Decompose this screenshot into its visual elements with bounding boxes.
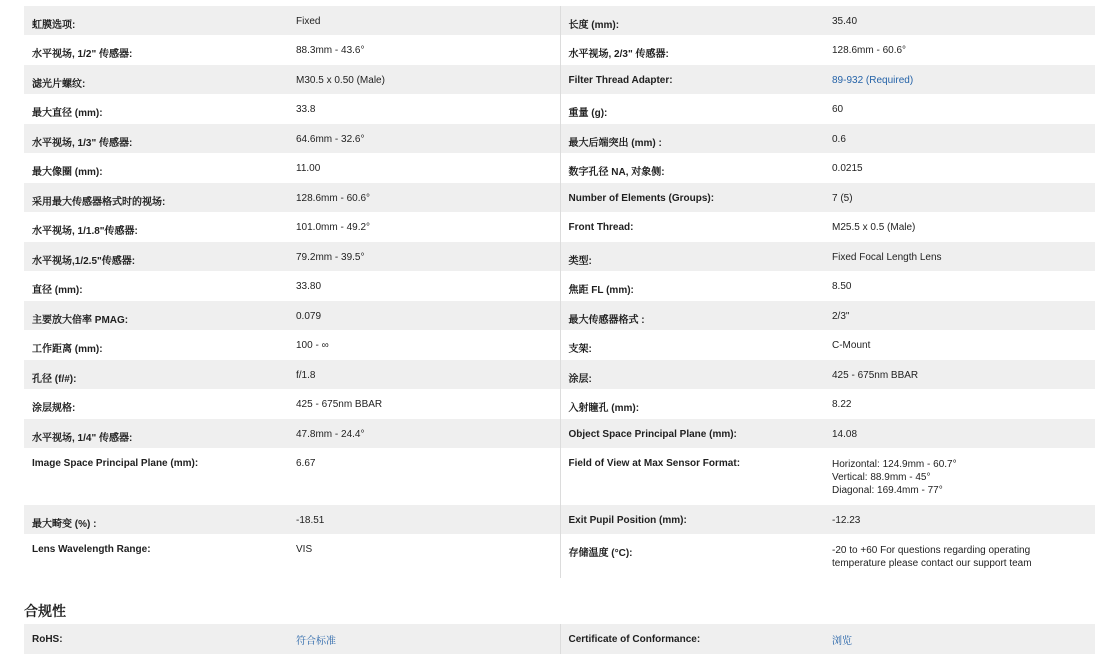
spec-value: f/1.8 <box>290 360 560 389</box>
spec-value-line: Horizontal: 124.9mm - 60.7° <box>832 459 957 470</box>
rohs-compliant-link[interactable]: 符合标准 <box>296 635 336 647</box>
spec-value: 8.22 <box>832 399 852 410</box>
spec-value: Fixed Focal Length Lens <box>826 242 1095 271</box>
spec-value: 35.40 <box>826 6 1095 35</box>
spec-value: 100 - ∞ <box>296 340 329 351</box>
spec-label: 水平视场, 1/1.8"传感器: <box>32 226 138 237</box>
table-row <box>24 153 1095 183</box>
spec-value: 88.3mm - 43.6° <box>296 45 365 56</box>
spec-label: Front Thread: <box>560 212 826 242</box>
spec-value: 6.67 <box>296 458 316 469</box>
spec-value: M25.5 x 0.5 (Male) <box>832 222 916 233</box>
spec-value: 0.0215 <box>832 163 863 174</box>
spec-value: 2/3" <box>826 301 1095 330</box>
spec-label: Object Space Principal Plane (mm): <box>560 419 826 448</box>
spec-label: 长度 (mm): <box>560 6 826 35</box>
spec-label: 支架: <box>560 330 826 360</box>
spec-value: M30.5 x 0.50 (Male) <box>290 65 560 94</box>
spec-label: Filter Thread Adapter: <box>560 65 826 94</box>
spec-label: 直径 (mm): <box>32 285 83 296</box>
spec-value: 60 <box>832 104 844 115</box>
compliance-section-title: 合规性 <box>24 603 66 619</box>
spec-label: 存储温度 (°C): <box>560 534 826 578</box>
spec-value: 79.2mm - 39.5° <box>290 242 560 271</box>
table-row <box>24 212 1095 242</box>
spec-value-line: Vertical: 88.9mm - 45° <box>832 472 931 483</box>
table-row <box>24 271 1095 301</box>
table-row <box>24 505 1095 534</box>
spec-value: 7 (5) <box>826 183 1095 212</box>
spec-value: 101.0mm - 49.2° <box>296 222 371 233</box>
spec-label: 水平视场, 1/4" 传感器: <box>24 419 290 448</box>
table-row <box>24 330 1095 360</box>
spec-value <box>826 65 1095 94</box>
spec-value: 11.00 <box>296 163 321 174</box>
spec-label: 水平视场,1/2.5"传感器: <box>24 242 290 271</box>
spec-value: 0.6 <box>826 124 1095 153</box>
table-row <box>24 124 1095 153</box>
spec-label: 水平视场, 2/3" 传感器: <box>560 35 826 65</box>
table-row <box>24 301 1095 330</box>
certificate-view-link[interactable]: 浏览 <box>832 635 852 647</box>
spec-label: 重量 (g): <box>560 94 826 124</box>
spec-value: 128.6mm - 60.6° <box>832 45 907 56</box>
spec-value: 33.80 <box>296 281 322 292</box>
specifications-table <box>24 6 1095 578</box>
table-row <box>24 242 1095 271</box>
table-row <box>24 624 1095 654</box>
table-row <box>24 183 1095 212</box>
spec-label: 最大像圈 (mm): <box>32 167 103 178</box>
spec-value: 425 - 675nm BBAR <box>826 360 1095 389</box>
spec-value: -18.51 <box>290 505 560 534</box>
spec-value <box>826 448 1095 505</box>
spec-value: 47.8mm - 24.4° <box>290 419 560 448</box>
spec-label: Lens Wavelength Range: <box>32 544 151 555</box>
spec-value-line: -20 to +60 For questions regarding operating <box>832 545 1031 556</box>
spec-value: -12.23 <box>826 505 1095 534</box>
spec-label: 水平视场, 1/3" 传感器: <box>24 124 290 153</box>
spec-label: 孔径 (f/#): <box>24 360 290 389</box>
spec-value: VIS <box>296 544 313 555</box>
certificate-label: Certificate of Conformance: <box>560 624 826 654</box>
spec-label: 水平视场, 1/2" 传感器: <box>32 49 133 60</box>
spec-label: 主要放大倍率 PMAG: <box>24 301 290 330</box>
table-row <box>24 94 1095 124</box>
spec-value: 128.6mm - 60.6° <box>290 183 560 212</box>
spec-label: 采用最大传感器格式时的视场: <box>24 183 290 212</box>
spec-value: 425 - 675nm BBAR <box>296 399 383 410</box>
spec-label: 最大传感器格式 : <box>560 301 826 330</box>
filter-thread-adapter-link[interactable]: 89-932 (Required) <box>832 75 914 86</box>
table-row <box>24 534 1095 578</box>
spec-value: Fixed <box>290 6 560 35</box>
spec-label: 焦距 FL (mm): <box>560 271 826 301</box>
spec-label: 滤光片螺纹: <box>24 65 290 94</box>
spec-label: 工作距离 (mm): <box>32 344 103 355</box>
spec-label: 数字孔径 NA, 对象侧: <box>560 153 826 183</box>
table-row <box>24 360 1095 389</box>
spec-value: C-Mount <box>832 340 871 351</box>
spec-value: 0.079 <box>290 301 560 330</box>
spec-label: 最大畸变 (%) : <box>24 505 290 534</box>
spec-label: 类型: <box>560 242 826 271</box>
spec-label: Field of View at Max Sensor Format: <box>560 448 826 505</box>
spec-value-line: Diagonal: 169.4mm - 77° <box>832 485 943 496</box>
rohs-label: RoHS: <box>24 624 290 654</box>
table-row <box>24 389 1095 419</box>
table-row <box>24 6 1095 35</box>
compliance-table <box>24 624 1095 654</box>
spec-value: 14.08 <box>826 419 1095 448</box>
spec-label: 虹膜选项: <box>24 6 290 35</box>
spec-value: 8.50 <box>832 281 852 292</box>
spec-label: Number of Elements (Groups): <box>560 183 826 212</box>
spec-label: 最大后端突出 (mm) : <box>560 124 826 153</box>
spec-value <box>826 534 1095 578</box>
spec-label: Image Space Principal Plane (mm): <box>32 458 199 469</box>
spec-label: 涂层: <box>560 360 826 389</box>
table-row <box>24 419 1095 448</box>
spec-value: 33.8 <box>296 104 316 115</box>
spec-label: 最大直径 (mm): <box>32 108 103 119</box>
spec-label: 涂层规格: <box>32 403 76 414</box>
table-row <box>24 448 1095 505</box>
spec-value-line: temperature please contact our support team <box>832 558 1032 569</box>
spec-label: 入射瞳孔 (mm): <box>560 389 826 419</box>
spec-value: 64.6mm - 32.6° <box>290 124 560 153</box>
table-row <box>24 65 1095 94</box>
spec-label: Exit Pupil Position (mm): <box>560 505 826 534</box>
table-row <box>24 35 1095 65</box>
